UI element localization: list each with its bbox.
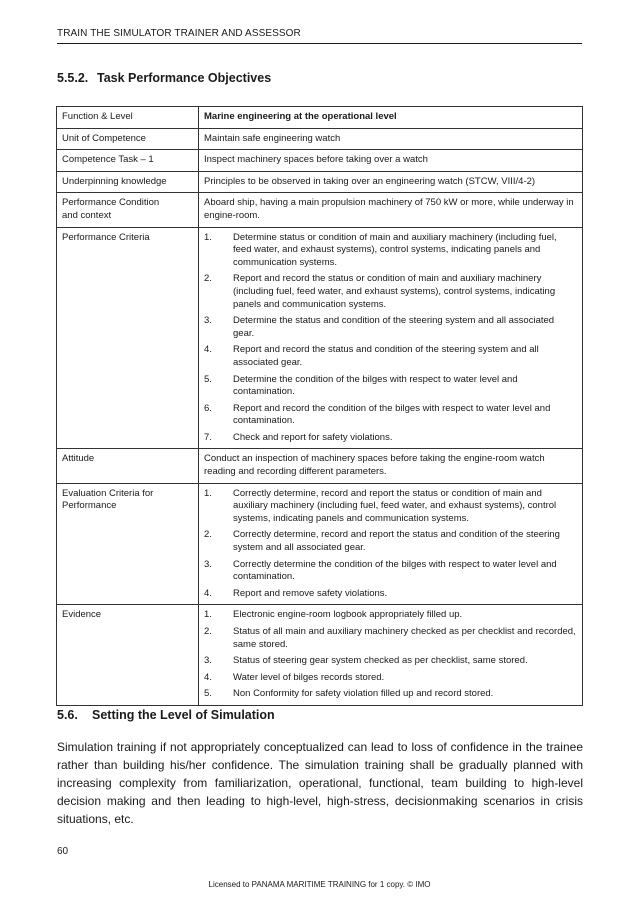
row-label: Competence Task – 1 bbox=[57, 150, 199, 172]
list-item-text: Correctly determine the condition of the bilges with respect to water level and contamination. bbox=[233, 558, 557, 583]
row-label bbox=[57, 193, 199, 227]
row-label-line: Performance bbox=[62, 500, 117, 512]
list-item-text: Electronic engine-room logbook appropriately filled up. bbox=[233, 609, 463, 621]
table-row bbox=[57, 483, 583, 605]
table-row bbox=[57, 128, 583, 150]
list-item-text: Determine the status and condition of the steering system and all associated gear. bbox=[233, 315, 555, 339]
list-item-number: 4. bbox=[204, 344, 212, 356]
list-item-number: 2. bbox=[204, 626, 212, 637]
list-item-text: Determine the condition of the bilges with respect to water level and contamination. bbox=[233, 373, 518, 398]
table-row bbox=[57, 193, 583, 227]
task-performance-table bbox=[56, 106, 583, 706]
list-item-text: Status of steering gear system checked as per checklist, same stored. bbox=[233, 655, 528, 667]
list-item-text: Report and record the condition of the bilges with respect to water level and contamination. bbox=[233, 402, 551, 427]
list-item bbox=[204, 232, 577, 270]
list-item bbox=[204, 432, 577, 445]
list-item-text: Water level of bilges records stored. bbox=[233, 671, 385, 683]
list-item-number: 2. bbox=[204, 273, 212, 285]
row-label-line: and context bbox=[62, 209, 112, 221]
row-value: Inspect machinery spaces before taking over a watch bbox=[199, 150, 583, 172]
row-value bbox=[199, 227, 583, 449]
list-item bbox=[204, 672, 577, 685]
row-value bbox=[199, 605, 583, 706]
row-label: Attitude bbox=[57, 449, 199, 483]
list-item-text: Status of all main and auxiliary machinery checked as per checklist and recorded, same stored. bbox=[233, 626, 576, 650]
list-item-text: Report and record the status and condition of the steering system and all associated gear. bbox=[233, 344, 539, 368]
row-label: Evidence bbox=[57, 605, 199, 706]
list-item bbox=[204, 529, 577, 554]
list-item-text: Correctly determine, record and report the status or condition of main and auxiliary machinery (including fuel, feed water, and exhaust systems), control systems, indicating panels and communication systems. bbox=[233, 487, 557, 524]
table-row bbox=[57, 150, 583, 172]
section-title: Setting the Level of Simulation bbox=[92, 708, 275, 722]
list-item bbox=[204, 559, 577, 584]
row-value bbox=[199, 483, 583, 605]
row-value: Principles to be observed in taking over an engineering watch (STCW, VIII/4-2) bbox=[199, 171, 583, 193]
body-paragraph: Simulation training if not appropriately conceptualized can lead to loss of confidence in the trainee rather than building his/her confidence. The simulation training shall be gradually planned with increasing complexity from familiarization, operational, functional, team building to high-level decision making and then leading to high-level, high-stress, decisionmaking scenarios in crisis situations, etc. bbox=[57, 740, 583, 826]
list-item bbox=[204, 655, 577, 668]
list-item bbox=[204, 688, 577, 701]
list-item bbox=[204, 273, 577, 311]
list-item-text: Report and record the status or condition of main and auxiliary machinery (including fuel, feed water, and exhaust systems), control systems, indicating panels and communication systems. bbox=[233, 273, 556, 310]
row-label-line: Evaluation Criteria for bbox=[62, 487, 154, 499]
list-item-number: 5. bbox=[204, 373, 212, 385]
list-item-number: 3. bbox=[204, 315, 212, 327]
list-item bbox=[204, 374, 577, 399]
row-label: Performance Criteria bbox=[57, 227, 199, 449]
list-item-number: 3. bbox=[204, 558, 212, 570]
list-item-text: Non Conformity for safety violation filled up and record stored. bbox=[233, 688, 494, 700]
table-row bbox=[57, 107, 583, 129]
list-item-text: Check and report for safety violations. bbox=[233, 431, 393, 443]
section-heading-task-performance bbox=[57, 71, 271, 85]
list-item bbox=[204, 626, 577, 651]
row-label: Function & Level bbox=[57, 107, 199, 129]
table-row bbox=[57, 449, 583, 483]
row-value: Marine engineering at the operational level bbox=[199, 107, 583, 129]
table-row bbox=[57, 605, 583, 706]
table-row bbox=[57, 171, 583, 193]
row-value: Conduct an inspection of machinery spaces before taking the engine-room watch reading and recording different parameters. bbox=[199, 449, 583, 483]
list-item-number: 2. bbox=[204, 529, 212, 541]
list-item bbox=[204, 609, 577, 622]
list-item-number: 1. bbox=[204, 231, 212, 243]
list-item-number: 1. bbox=[204, 609, 212, 621]
list-item-text: Report and remove safety violations. bbox=[233, 587, 388, 599]
list-item bbox=[204, 488, 577, 526]
performance-criteria-list bbox=[204, 232, 577, 445]
evaluation-criteria-list bbox=[204, 488, 577, 601]
row-label-line: Performance Condition bbox=[62, 197, 160, 209]
list-item bbox=[204, 588, 577, 601]
header-divider bbox=[57, 43, 582, 44]
row-value: Maintain safe engineering watch bbox=[199, 128, 583, 150]
list-item-text: Determine status or condition of main and auxiliary machinery (including fuel, feed water, and exhaust systems), control systems, indicating panels and communication systems. bbox=[233, 231, 557, 268]
list-item-number: 7. bbox=[204, 431, 212, 443]
table-row bbox=[57, 227, 583, 449]
list-item bbox=[204, 344, 577, 369]
page-number: 60 bbox=[57, 846, 69, 857]
evidence-list bbox=[204, 609, 577, 701]
section-number: 5.5.2. bbox=[57, 71, 89, 85]
list-item bbox=[204, 403, 577, 428]
list-item-text: Correctly determine, record and report the status and condition of the steering system and all associated gear. bbox=[233, 529, 560, 554]
section-number: 5.6. bbox=[57, 708, 78, 722]
list-item-number: 6. bbox=[204, 402, 212, 414]
list-item-number: 3. bbox=[204, 655, 212, 667]
list-item-number: 4. bbox=[204, 671, 212, 683]
list-item-number: 4. bbox=[204, 587, 212, 599]
section-heading-simulation-level bbox=[57, 708, 275, 722]
row-label bbox=[57, 483, 199, 605]
row-label: Unit of Competence bbox=[57, 128, 199, 150]
running-header: TRAIN THE SIMULATOR TRAINER AND ASSESSOR bbox=[57, 28, 301, 39]
license-footer: Licensed to PANAMA MARITIME TRAINING for 1 copy. © IMO bbox=[208, 880, 431, 889]
row-label: Underpinning knowledge bbox=[57, 171, 199, 193]
list-item-number: 1. bbox=[204, 487, 212, 499]
list-item-number: 5. bbox=[204, 688, 212, 700]
section-title: Task Performance Objectives bbox=[97, 71, 272, 85]
list-item bbox=[204, 315, 577, 340]
row-value: Aboard ship, having a main propulsion machinery of 750 kW or more, while underway in engine-room. bbox=[199, 193, 583, 227]
